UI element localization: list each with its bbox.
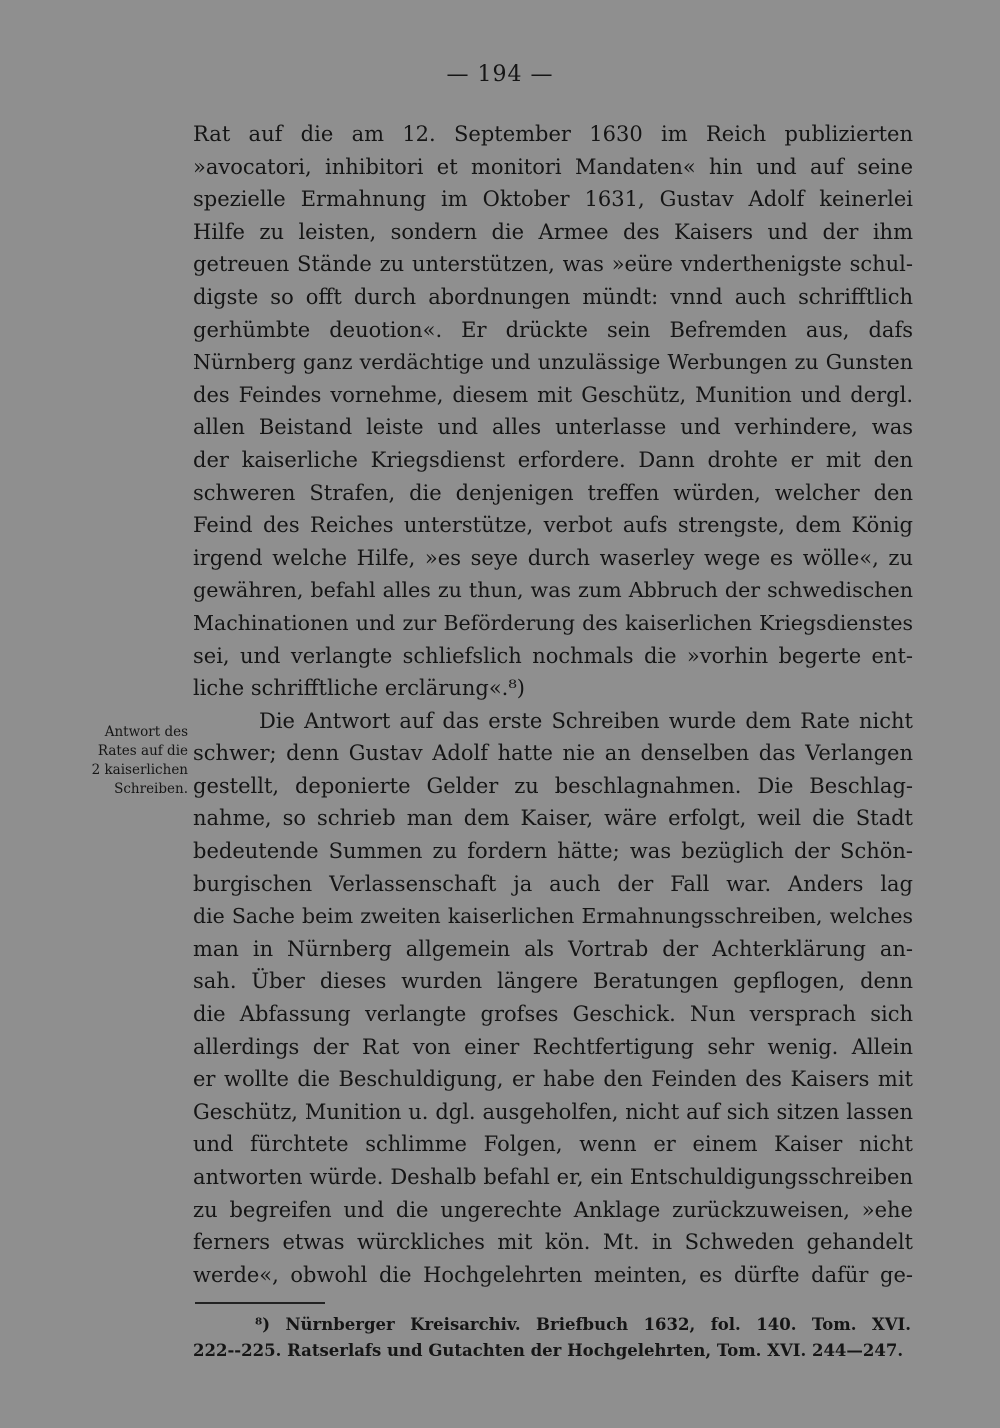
text-line: bedeutende Summen zu fordern hätte; was bezüglich der Schön- bbox=[193, 839, 913, 864]
marginal-note-line: Antwort des bbox=[104, 724, 188, 740]
text-line: nahme, so schrieb man dem Kaiser, wäre erfolgt, weil die Stadt bbox=[193, 806, 913, 831]
footnote bbox=[193, 1312, 911, 1364]
marginal-note-line: Schreiben. bbox=[114, 781, 188, 797]
text-line: irgend welche Hilfe, »es seye durch waserley wege es wölle«, zu bbox=[193, 545, 913, 570]
text-line: digste so offt durch abordnungen mündt: vnnd auch schrifftlich bbox=[193, 284, 913, 309]
text-line: liche schrifftliche erclärung«.⁸) bbox=[193, 676, 525, 701]
footnote-divider bbox=[195, 1302, 325, 1304]
text-line: und fürchtete schlimme Folgen, wenn er einem Kaiser nicht bbox=[193, 1132, 913, 1157]
text-line: werde«, obwohl die Hochgelehrten meinten, es dürfte dafür ge- bbox=[193, 1262, 913, 1287]
text-line: schweren Strafen, die denjenigen treffen würden, welcher den bbox=[193, 480, 913, 505]
text-line: sei, und verlangte schliefslich nochmals die »vorhin begerte ent- bbox=[193, 643, 913, 668]
text-line: zu begreifen und die ungerechte Anklage zurückzuweisen, »ehe bbox=[193, 1197, 913, 1222]
text-line: man in Nürnberg allgemein als Vortrab der Achterklärung an- bbox=[193, 936, 913, 961]
marginal-note-line: 2 kaiserlichen bbox=[91, 762, 188, 778]
text-line: Die Antwort auf das erste Schreiben wurde dem Rate nicht bbox=[259, 708, 913, 733]
text-line: Rat auf die am 12. September 1630 im Reich publizierten bbox=[193, 122, 913, 146]
body-text bbox=[193, 118, 913, 1291]
text-line: gewähren, befahl alles zu thun, was zum Abbruch der schwedischen bbox=[193, 578, 913, 603]
text-line: allerdings der Rat von einer Rechtfertigung sehr wenig. Allein bbox=[193, 1034, 913, 1059]
text-line: antworten würde. Deshalb befahl er, ein Entschuldigungsschreiben bbox=[193, 1165, 913, 1189]
text-line: Nürnberg ganz verdächtige und unzulässige Werbungen zu Gunsten bbox=[193, 350, 913, 375]
marginal-note-line: Rates auf die bbox=[97, 743, 188, 759]
text-line: allen Beistand leiste und alles unterlasse und verhindere, was bbox=[193, 415, 913, 440]
marginal-note bbox=[84, 723, 188, 799]
text-line: ferners etwas würckliches mit kön. Mt. in Schweden gehandelt bbox=[193, 1230, 913, 1255]
footnote-line: 222--225. Ratserlafs und Gutachten der Hochgelehrten, Tom. XVI. 244—247. bbox=[193, 1341, 904, 1360]
text-line: gerhümbte deuotion«. Er drückte sein Befremden aus, dafs bbox=[193, 317, 913, 342]
text-line: des Feindes vornehme, diesem mit Geschütz, Munition und dergl. bbox=[193, 382, 913, 407]
text-line: sah. Über dieses wurden längere Beratungen gepflogen, denn bbox=[193, 969, 913, 994]
text-line: der kaiserliche Kriegsdienst erfordere. Dann drohte er mit den bbox=[193, 447, 913, 472]
page-number: — 194 — bbox=[446, 62, 554, 87]
text-line: burgischen Verlassenschaft ja auch der Fall war. Anders lag bbox=[193, 871, 913, 896]
text-line: er wollte die Beschuldigung, er habe den Feinden des Kaisers mit bbox=[193, 1067, 913, 1092]
text-line: Geschütz, Munition u. dgl. ausgeholfen, nicht auf sich sitzen lassen bbox=[193, 1099, 913, 1124]
text-line: gestellt, deponierte Gelder zu beschlagnahmen. Die Beschlag- bbox=[193, 773, 913, 798]
text-line: spezielle Ermahnung im Oktober 1631, Gustav Adolf keinerlei bbox=[193, 187, 913, 212]
text-line: Hilfe zu leisten, sondern die Armee des Kaisers und der ihm bbox=[193, 219, 913, 244]
text-line: Machinationen und zur Beförderung des kaiserlichen Kriegsdienstes bbox=[193, 610, 913, 635]
text-line: die Abfassung verlangte grofses Geschick. Nun versprach sich bbox=[193, 1002, 913, 1027]
text-line: schwer; denn Gustav Adolf hatte nie an denselben das Verlangen bbox=[193, 741, 913, 766]
text-line: getreuen Stände zu unterstützen, was »eüre vnderthenigste schul- bbox=[193, 252, 913, 277]
text-line: »avocatori, inhibitori et monitori Mandaten« hin und auf seine bbox=[193, 154, 913, 179]
text-line: die Sache beim zweiten kaiserlichen Ermahnungsschreiben, welches bbox=[193, 904, 913, 929]
footnote-line: ⁸) Nürnberger Kreisarchiv. Briefbuch 1632, fol. 140. Tom. XVI. bbox=[255, 1315, 911, 1334]
text-line: Feind des Reiches unterstütze, verbot aufs strengste, dem König bbox=[193, 513, 913, 538]
